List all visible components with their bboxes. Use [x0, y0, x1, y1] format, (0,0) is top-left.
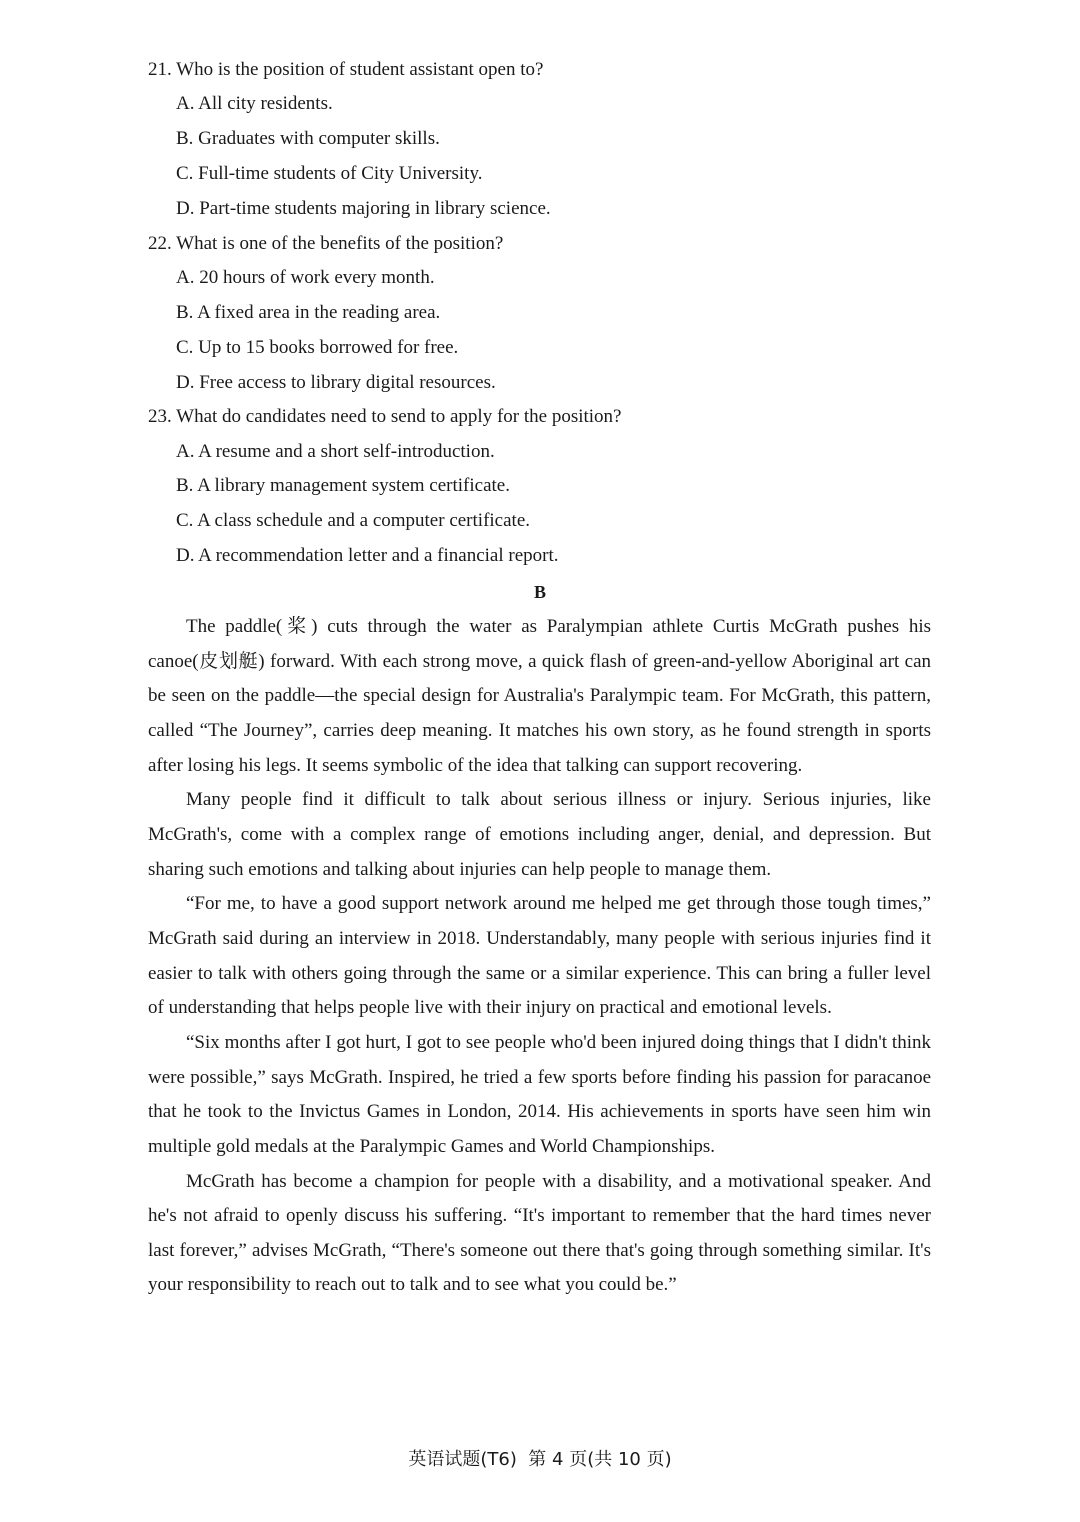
- question-22-option-a: A. 20 hours of work every month.: [176, 267, 435, 288]
- passage-paragraph-2: Many people find it difficult to talk about serious illness or injury. Serious injuries, like McGrath's, come with a complex range of emotions including anger, denial, and depression. But sharing such emotions and talking about injuries can help people to manage them.: [148, 789, 931, 880]
- question-23-option-a: A. A resume and a short self-introduction.: [176, 441, 495, 462]
- question-22-option-b: B. A fixed area in the reading area.: [176, 302, 441, 323]
- section-label: B: [533, 582, 546, 602]
- question-21-stem: 21. Who is the position of student assistant open to?: [148, 59, 544, 80]
- question-23-option-b: B. A library management system certificate.: [176, 475, 510, 496]
- question-22-option-c: C. Up to 15 books borrowed for free.: [176, 337, 459, 358]
- question-21-option-b: B. Graduates with computer skills.: [176, 128, 440, 149]
- question-23-option-c: C. A class schedule and a computer certificate.: [176, 510, 531, 531]
- question-22-stem: 22. What is one of the benefits of the position?: [148, 233, 504, 254]
- passage-paragraph-4: “Six months after I got hurt, I got to see people who'd been injured doing things that I didn't think were possible,” says McGrath. Inspired, he tried a few sports before finding his passion for paracanoe that he took to the Invictus Games in London, 2014. His achievements in sports have seen him win multiple gold medals at the Paralympic Games and World Championships.: [148, 1031, 931, 1157]
- passage-b: [148, 610, 931, 1303]
- question-21-option-c: C. Full-time students of City University.: [176, 163, 483, 184]
- question-21-option-a: A. All city residents.: [176, 93, 333, 114]
- question-23-option-d: D. A recommendation letter and a financial report.: [176, 545, 559, 566]
- question-22-option-d: D. Free access to library digital resources.: [176, 372, 496, 393]
- page-footer: 英语试题(T6) 第 4 页(共 10 页): [408, 1449, 672, 1470]
- passage-paragraph-1: The paddle(桨) cuts through the water as Paralympian athlete Curtis McGrath pushes his canoe(皮划艇) forward. With each strong move, a quick flash of green-and-yellow Aboriginal art can be seen on the paddle—the special design for Australia's Paralympic team. For McGrath, this pattern, called “The Journey”, carries deep meaning. It matches his own story, as he found strength in sports after losing his legs. It seems symbolic of the idea that talking can support recovering.: [148, 616, 931, 776]
- passage-paragraph-3: “For me, to have a good support network around me helped me get through those tough times,” McGrath said during an interview in 2018. Understandably, many people with serious injuries find it easier to talk with others going through the same or a similar experience. This can bring a fuller level of understanding that helps people live with their injury on practical and emotional levels.: [148, 893, 931, 1019]
- question-21-option-d: D. Part-time students majoring in library science.: [176, 198, 551, 219]
- passage-paragraph-5: McGrath has become a champion for people with a disability, and a motivational speaker. And he's not afraid to openly discuss his suffering. “It's important to remember that the hard times never last forever,” advises McGrath, “There's someone out there that's going through something similar. It's your responsibility to reach out to talk and to see what you could be.”: [148, 1170, 931, 1296]
- question-23-stem: 23. What do candidates need to send to apply for the position?: [148, 406, 622, 427]
